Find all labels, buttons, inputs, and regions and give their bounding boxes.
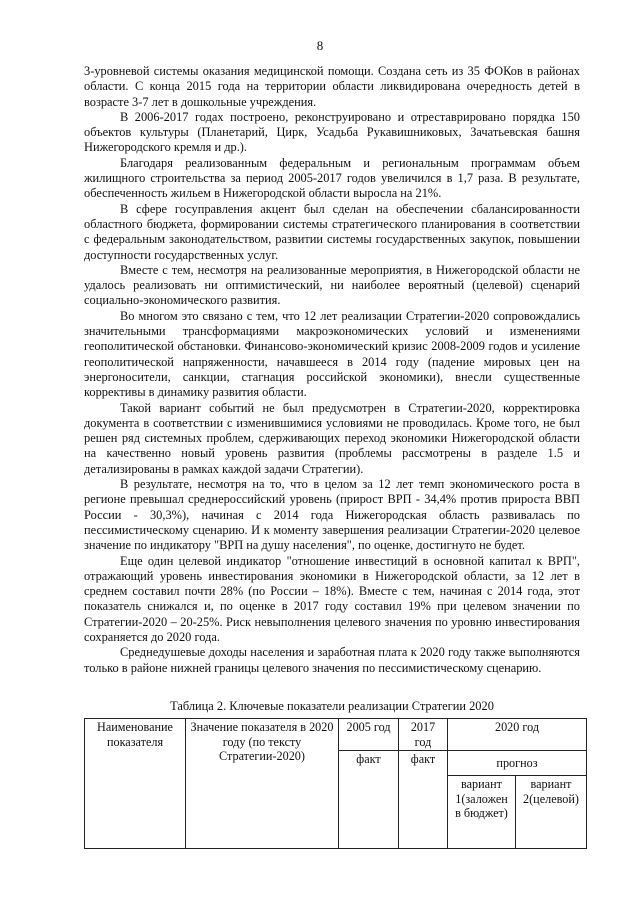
forecast-label: прогноз bbox=[448, 751, 587, 776]
paragraph: В результате, несмотря на то, что в целом за 12 лет темп экономического роста в регионе превышал среднероссийский уровень (прирост ВРП - 34,4% против прироста ВВП России - 30,3%), начиная с 2014 года Нижегородская область развивалась по пессимистическому сценарию. И к моменту завершения реализации Стратегии-2020 целевое значение по индикатору "ВРП на душу населения", по оценке, достигнуто не будет. bbox=[84, 477, 580, 553]
fact-2017: факт bbox=[399, 751, 448, 849]
paragraph: Еще один целевой индикатор "отношение инвестиций в основной капитал к ВРП", отражающий уровень инвестирования экономики в Нижегородской области, за 12 лет в среднем составил почти 28% (по России – 18%). Вместе с тем, начиная с 2014 года, этот показатель снижался и, по оценке в 2017 году составил 19% при целевом значении по Стратегии-2020 – 20-25%. Риск невыполнения целевого значения по уровню инвестирования сохраняется до 2020 года. bbox=[84, 553, 580, 644]
body-text bbox=[84, 64, 580, 676]
table-header-row bbox=[85, 719, 587, 751]
paragraph: Во многом это связано с тем, что 12 лет реализации Стратегии-2020 сопровождались значительными трансформациями макроэкономических условий и изменениями геополитической обстановки. Финансово-экономический кризис 2008-2009 годов и усиление геополитической напряженности, начавшееся в 2014 году (падение мировых цен на энергоносители, санкции, стагнация российской экономики), внесли существенные коррективы в динамику развития области. bbox=[84, 308, 580, 400]
paragraph: В 2006-2017 годах построено, реконструировано и отреставрировано порядка 150 объектов культуры (Планетарий, Цирк, Усадьба Рукавишниковых, Зачатьевская башня Нижегородского кремля и др.). bbox=[84, 109, 580, 155]
fact-2005: факт bbox=[339, 751, 399, 849]
key-indicators-table bbox=[84, 718, 587, 849]
header-indicator-name: Наименование показателя bbox=[85, 719, 186, 849]
header-2005: 2005 год bbox=[339, 719, 399, 751]
paragraph: Благодаря реализованным федеральным и региональным программам объем жилищного строительства за период 2005-2017 годов увеличился в 1,7 раза. В результате, обеспеченность жильем в Нижегородской области выросла на 21%. bbox=[84, 155, 580, 201]
paragraph: В сфере госуправления акцент был сделан на обеспечении сбалансированности областного бюджета, формировании системы стратегического планирования в соответствии с федеральным законодательством, развитии системы государственных закупок, повышении доступности государственных услуг. bbox=[84, 201, 580, 262]
variant-1: вариант 1(заложен в бюджет) bbox=[448, 776, 516, 849]
table-caption: Таблица 2. Ключевые показатели реализации Стратегии 2020 bbox=[170, 699, 494, 713]
paragraph: Вместе с тем, несмотря на реализованные мероприятия, в Нижегородской области не удалось реализовать ни оптимистический, ни наиболее вероятный (целевой) сценарий социально-экономического развития. bbox=[84, 262, 580, 308]
paragraph: Такой вариант событий не был предусмотрен в Стратегии-2020, корректировка документа в соответствии с изменившимися условиями не проводилась. Кроме того, не был решен ряд системных проблем, сдерживающих переход экономики Нижегородской области на качественно новый уровень развития (проблемы рассмотрены в разделе 1.5 и детализированы в рамках каждой задачи Стратегии). bbox=[84, 400, 580, 476]
paragraph: Среднедушевые доходы населения и заработная плата к 2020 году также выполняются только в районе нижней границы целевого значения по пессимистическому сценарию. bbox=[84, 645, 580, 675]
header-2020: 2020 год bbox=[448, 719, 587, 751]
header-2017: 2017 год bbox=[399, 719, 448, 751]
header-target-value: Значение показателя в 2020 году (по тексту Стратегии-2020) bbox=[186, 719, 339, 849]
page-number: 8 bbox=[316, 38, 324, 53]
paragraph: 3-уровневой системы оказания медицинской помощи. Создана сеть из 35 ФОКов в районах области. С конца 2015 года на территории области ликвидирована очередность детей в возрасте 3-7 лет в дошкольные учреждения. bbox=[84, 64, 580, 109]
variant-2: вариант 2(целевой) bbox=[516, 776, 587, 849]
